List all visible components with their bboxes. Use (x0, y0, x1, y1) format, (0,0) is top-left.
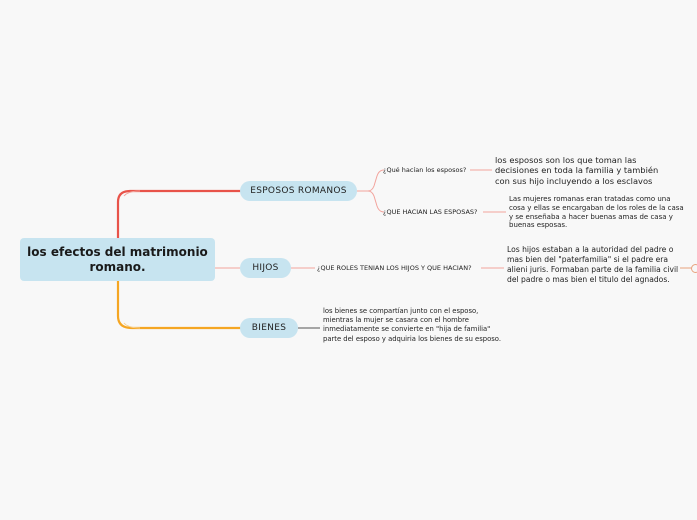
topic-label: ESPOSOS ROMANOS (250, 186, 347, 196)
answer-esposas[interactable]: Las mujeres romanas eran tratadas como una cosa y ellas se encargaban de los roles de la casa y se enseñaba a hacer buenas amas de casa y buenas esposas. (509, 195, 684, 230)
subtopic-que-hacian-esposas[interactable]: ¿QUE HACIAN LAS ESPOSAS? (383, 208, 478, 216)
trunk-upper (118, 191, 240, 238)
subtopic-roles-hijos[interactable]: ¿QUE ROLES TENIAN LOS HIJOS Y QUE HACIAN? (317, 264, 472, 272)
topic-esposos-romanos[interactable] (240, 181, 357, 201)
answer-esposos[interactable]: los esposos son los que toman las decisiones en toda la familia y también con sus hijo incluyendo a los esclavos (495, 155, 659, 186)
central-topic[interactable] (20, 238, 215, 281)
topic-hijos[interactable] (240, 258, 291, 278)
answer-hijos[interactable]: Los hijos estaban a la autoridad del padre o mas bien del "paterfamilia" si el padre era alieni juris. Formaban parte de la familia civil del padre o mas bien el titulo del agnados. (507, 245, 679, 284)
trunk-lower (118, 281, 240, 328)
topic-label: HIJOS (252, 263, 279, 273)
topic-bienes[interactable] (240, 318, 298, 338)
collapse-toggle-icon[interactable] (691, 264, 697, 273)
subtopic-que-hacian-esposos[interactable]: ¿Qué hacían los esposos? (383, 166, 467, 174)
link-esposos-q1 (357, 170, 384, 191)
topic-label: BIENES (251, 323, 287, 333)
answer-bienes[interactable]: los bienes se compartían junto con el esposo, mientras la mujer se casara con el hombre inmediatamente se convierte en "hija de familia" parte del esposo y adquiria los bienes de su esposo. (323, 307, 501, 343)
central-topic-label: los efectos del matrimonio romano. (27, 244, 208, 274)
link-esposos-q2 (368, 191, 384, 212)
